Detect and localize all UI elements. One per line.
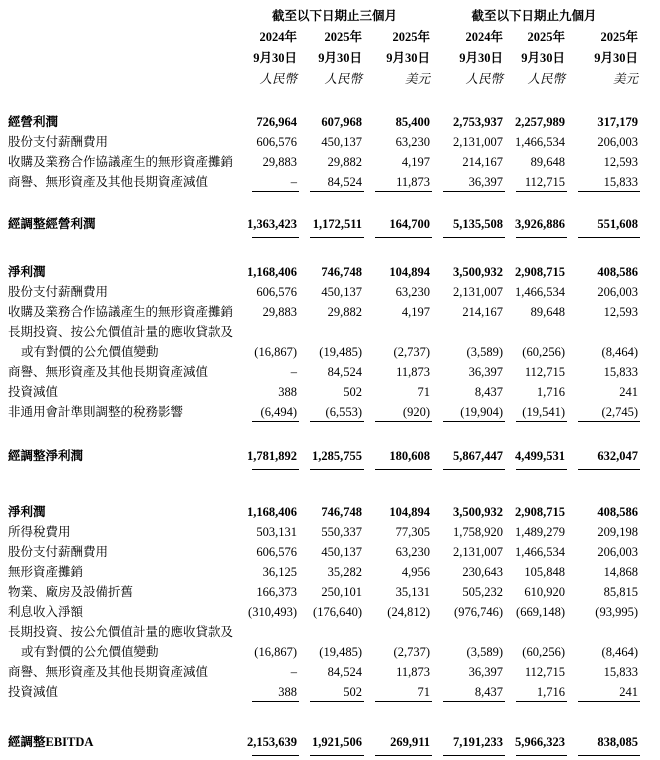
- row-value: 1,781,892: [239, 446, 297, 466]
- row-label: 商譽、無形資產及其他長期資產減值: [8, 665, 209, 679]
- row-value: 166,373: [256, 585, 297, 599]
- row-value: 180,608: [362, 446, 430, 466]
- row-value: 1,921,506: [297, 732, 362, 752]
- row-value: 4,197: [401, 155, 430, 169]
- row-value: 105,848: [524, 565, 565, 579]
- column-date-row: [8, 48, 638, 69]
- column-date: 9月30日: [594, 51, 638, 65]
- row-value: 2,153,639: [239, 732, 297, 752]
- row-value: 607,968: [321, 115, 362, 129]
- row-value: 214,167: [462, 155, 503, 169]
- table-row: [8, 282, 638, 302]
- row-value: 838,085: [565, 732, 638, 752]
- table-row: [8, 622, 638, 642]
- table-row: [8, 602, 638, 622]
- column-currency: 人民幣: [259, 72, 297, 86]
- row-value: 1,363,423: [239, 214, 297, 234]
- table-header: [8, 6, 638, 90]
- row-value: 551,608: [565, 214, 638, 234]
- column-currency-row: [8, 69, 638, 90]
- row-value: (19,904): [430, 402, 503, 422]
- row-value: 450,137: [321, 135, 362, 149]
- row-label: 淨利潤: [8, 505, 46, 519]
- row-value: 550,337: [321, 525, 362, 539]
- row-value: 317,179: [597, 115, 638, 129]
- table-row: [8, 682, 638, 702]
- table-row: [8, 562, 638, 582]
- row-value: [362, 322, 430, 342]
- row-value: (93,995): [595, 605, 638, 619]
- row-value: 3,500,932: [453, 265, 503, 279]
- row-value: 606,576: [256, 135, 297, 149]
- row-value: 4,197: [401, 305, 430, 319]
- row-value: 269,911: [362, 732, 430, 752]
- row-value: 250,101: [321, 585, 362, 599]
- row-value: 15,833: [603, 365, 638, 379]
- table-row: [8, 322, 638, 342]
- row-value: (6,553): [297, 402, 362, 422]
- table-row: [8, 502, 638, 522]
- row-value: 63,230: [395, 545, 430, 559]
- row-label: 收購及業務合作協議產生的無形資產攤銷: [8, 155, 234, 169]
- row-value: 84,524: [297, 172, 362, 192]
- row-value: 104,894: [389, 505, 430, 519]
- row-value: 1,716: [503, 682, 565, 702]
- row-value: 5,135,508: [430, 214, 503, 234]
- row-value: 112,715: [503, 172, 565, 192]
- row-value: 77,305: [395, 525, 430, 539]
- row-label: 商譽、無形資產及其他長期資產減值: [8, 365, 209, 379]
- row-value: 164,700: [362, 214, 430, 234]
- row-label: 商譽、無形資產及其他長期資產減值: [8, 175, 209, 189]
- row-value: 746,748: [321, 265, 362, 279]
- column-date: 9月30日: [386, 51, 430, 65]
- row-value: (6,494): [239, 402, 297, 422]
- row-value: 89,648: [530, 155, 565, 169]
- row-value: 241: [619, 385, 638, 399]
- row-value: 15,833: [603, 665, 638, 679]
- table-row: [8, 152, 638, 172]
- column-year: 2025年: [600, 30, 638, 44]
- column-date: 9月30日: [459, 51, 503, 65]
- row-value: (920): [362, 402, 430, 422]
- spacer: [8, 69, 239, 90]
- row-value: 632,047: [565, 446, 638, 466]
- table-row: [8, 172, 638, 192]
- row-value: 63,230: [395, 285, 430, 299]
- row-value: 5,966,323: [503, 732, 565, 752]
- row-label: 經調整經營利潤: [8, 217, 96, 231]
- row-value: 388: [239, 682, 297, 702]
- table-row: [8, 582, 638, 602]
- table-row: [8, 132, 638, 152]
- row-value: 84,524: [327, 665, 362, 679]
- row-value: (3,589): [466, 345, 503, 359]
- row-value: 36,397: [468, 665, 503, 679]
- row-value: 35,131: [395, 585, 430, 599]
- row-value: [565, 322, 638, 342]
- row-value: 3,926,886: [503, 214, 565, 234]
- row-value: 206,003: [597, 285, 638, 299]
- column-year: 2024年: [259, 30, 297, 44]
- column-year: 2024年: [465, 30, 503, 44]
- row-value: 1,168,406: [247, 505, 297, 519]
- row-label: 投資減值: [8, 385, 59, 399]
- row-label: 股份支付薪酬費用: [8, 285, 109, 299]
- row-value: (19,485): [319, 645, 362, 659]
- row-value: [239, 322, 297, 342]
- period-group-row: [8, 6, 638, 27]
- row-value: 1,758,920: [453, 525, 503, 539]
- row-label: 非通用會計準則調整的稅務影響: [8, 405, 184, 419]
- total-row-adjusted-net-profit: [8, 446, 638, 466]
- row-value: (976,746): [454, 605, 503, 619]
- row-value: [430, 622, 503, 642]
- row-value: (176,640): [313, 605, 362, 619]
- row-value: 2,131,007: [453, 285, 503, 299]
- row-value: [297, 322, 362, 342]
- row-value: 29,883: [262, 155, 297, 169]
- row-value: 36,397: [468, 365, 503, 379]
- row-label: 所得稅費用: [8, 525, 71, 539]
- column-date: 9月30日: [318, 51, 362, 65]
- section-adjusted-ebitda: [8, 502, 638, 752]
- row-label: 淨利潤: [8, 265, 46, 279]
- row-value: 12,593: [603, 305, 638, 319]
- row-label: 股份支付薪酬費用: [8, 135, 109, 149]
- row-value: 15,833: [565, 172, 638, 192]
- row-label: 或有對價的公允價值變動: [21, 345, 159, 359]
- row-value: 84,524: [327, 365, 362, 379]
- row-label: 收購及業務合作協議產生的無形資產攤銷: [8, 305, 234, 319]
- column-year: 2025年: [392, 30, 430, 44]
- row-value: 606,576: [256, 545, 297, 559]
- row-value: 1,168,406: [247, 265, 297, 279]
- row-label: 經調整EBITDA: [8, 735, 94, 749]
- total-row-adjusted-operating-profit: [8, 214, 638, 234]
- row-value: 606,576: [256, 285, 297, 299]
- column-year-row: [8, 27, 638, 48]
- row-value: 206,003: [597, 135, 638, 149]
- row-value: [503, 322, 565, 342]
- row-value: 408,586: [597, 265, 638, 279]
- row-value: 1,489,279: [515, 525, 565, 539]
- row-label: 長期投資、按公允價值計量的應收貸款及: [8, 325, 234, 339]
- period-group-nine-months: 截至以下日期止九個月: [471, 9, 597, 23]
- section-adjusted-operating-profit: [8, 112, 638, 234]
- row-value: 4,499,531: [503, 446, 565, 466]
- row-label: 經調整淨利潤: [8, 449, 84, 463]
- row-value: 388: [278, 385, 297, 399]
- row-value: (8,464): [601, 645, 638, 659]
- row-value: 206,003: [597, 545, 638, 559]
- table-row: [8, 112, 638, 132]
- row-value: [239, 622, 297, 642]
- spacer: [8, 27, 239, 48]
- row-value: 1,285,755: [297, 446, 362, 466]
- row-value: 112,715: [524, 665, 565, 679]
- row-value: [503, 622, 565, 642]
- row-value: –: [290, 365, 297, 379]
- row-value: 85,815: [603, 585, 638, 599]
- row-value: 11,873: [396, 365, 430, 379]
- row-value: 1,466,534: [515, 285, 565, 299]
- column-currency: 美元: [404, 72, 430, 86]
- row-value: 241: [565, 682, 638, 702]
- row-value: [362, 622, 430, 642]
- row-value: 89,648: [530, 305, 565, 319]
- row-value: 71: [417, 385, 430, 399]
- row-value: (310,493): [248, 605, 297, 619]
- row-value: 71: [362, 682, 430, 702]
- table-row: [8, 262, 638, 282]
- row-value: (8,464): [601, 345, 638, 359]
- row-label: 長期投資、按公允價值計量的應收貸款及: [8, 625, 234, 639]
- row-value: 450,137: [321, 545, 362, 559]
- column-currency: 人民幣: [324, 72, 362, 86]
- row-value: 36,125: [262, 565, 297, 579]
- row-value: 505,232: [462, 585, 503, 599]
- table-row: [8, 642, 638, 662]
- row-value: 610,920: [524, 585, 565, 599]
- spacer: [8, 6, 239, 27]
- table-row: [8, 542, 638, 562]
- table-row: [8, 302, 638, 322]
- row-value: 63,230: [395, 135, 430, 149]
- table-row: [8, 402, 638, 422]
- row-value: [430, 322, 503, 342]
- column-date: 9月30日: [521, 51, 565, 65]
- row-value: 450,137: [321, 285, 362, 299]
- row-value: 2,753,937: [453, 115, 503, 129]
- row-value: 1,466,534: [515, 545, 565, 559]
- row-value: 214,167: [462, 305, 503, 319]
- row-value: 726,964: [256, 115, 297, 129]
- row-value: [297, 622, 362, 642]
- row-value: (2,737): [393, 345, 430, 359]
- row-value: 746,748: [321, 505, 362, 519]
- row-value: 29,882: [327, 155, 362, 169]
- row-label: 股份支付薪酬費用: [8, 545, 109, 559]
- row-label: 無形資產攤銷: [8, 565, 84, 579]
- column-currency: 人民幣: [465, 72, 503, 86]
- row-value: 502: [343, 385, 362, 399]
- row-value: 4,956: [401, 565, 430, 579]
- row-value: 2,131,007: [453, 545, 503, 559]
- row-value: (16,867): [254, 645, 297, 659]
- row-value: (19,485): [319, 345, 362, 359]
- row-value: 2,908,715: [515, 505, 565, 519]
- row-value: (2,745): [565, 402, 638, 422]
- row-value: 36,397: [430, 172, 503, 192]
- table-row: [8, 662, 638, 682]
- row-value: 8,437: [430, 682, 503, 702]
- table-row: [8, 362, 638, 382]
- row-value: 8,437: [474, 385, 503, 399]
- column-year: 2025年: [324, 30, 362, 44]
- row-value: (669,148): [516, 605, 565, 619]
- row-value: –: [290, 665, 297, 679]
- row-value: 85,400: [395, 115, 430, 129]
- row-value: 11,873: [396, 665, 430, 679]
- row-value: 12,593: [603, 155, 638, 169]
- column-date: 9月30日: [253, 51, 297, 65]
- row-value: 14,868: [603, 565, 638, 579]
- row-value: 29,882: [327, 305, 362, 319]
- row-value: 5,867,447: [430, 446, 503, 466]
- column-year: 2025年: [527, 30, 565, 44]
- row-value: 104,894: [389, 265, 430, 279]
- row-value: 35,282: [327, 565, 362, 579]
- total-row-adjusted-ebitda: [8, 732, 638, 752]
- table-row: [8, 522, 638, 542]
- row-value: [565, 622, 638, 642]
- row-label: 利息收入淨額: [8, 605, 84, 619]
- row-value: 3,500,932: [453, 505, 503, 519]
- row-value: 502: [297, 682, 362, 702]
- row-value: 11,873: [362, 172, 430, 192]
- table-row: [8, 382, 638, 402]
- row-value: 7,191,233: [430, 732, 503, 752]
- row-value: (16,867): [254, 345, 297, 359]
- section-adjusted-net-profit: [8, 262, 638, 466]
- row-value: 1,466,534: [515, 135, 565, 149]
- row-value: (2,737): [393, 645, 430, 659]
- row-value: (60,256): [522, 345, 565, 359]
- row-value: 408,586: [597, 505, 638, 519]
- row-label: 物業、廠房及設備折舊: [8, 585, 134, 599]
- row-label: 投資減值: [8, 685, 59, 699]
- row-value: 1,716: [536, 385, 565, 399]
- column-currency: 人民幣: [527, 72, 565, 86]
- row-label: 經營利潤: [8, 115, 59, 129]
- row-value: (19,541): [503, 402, 565, 422]
- row-value: 2,908,715: [515, 265, 565, 279]
- row-value: 230,643: [462, 565, 503, 579]
- row-label: 或有對價的公允價值變動: [21, 645, 159, 659]
- row-value: 1,172,511: [297, 214, 362, 234]
- row-value: 503,131: [256, 525, 297, 539]
- row-value: (24,812): [387, 605, 430, 619]
- column-currency: 美元: [612, 72, 638, 86]
- spacer: [8, 48, 239, 69]
- row-value: (60,256): [522, 645, 565, 659]
- row-value: (3,589): [466, 645, 503, 659]
- row-value: 112,715: [524, 365, 565, 379]
- period-group-three-months: 截至以下日期止三個月: [271, 9, 397, 23]
- row-value: –: [239, 172, 297, 192]
- row-value: 209,198: [597, 525, 638, 539]
- row-value: 29,883: [262, 305, 297, 319]
- table-row: [8, 342, 638, 362]
- row-value: 2,257,989: [515, 115, 565, 129]
- row-value: 2,131,007: [453, 135, 503, 149]
